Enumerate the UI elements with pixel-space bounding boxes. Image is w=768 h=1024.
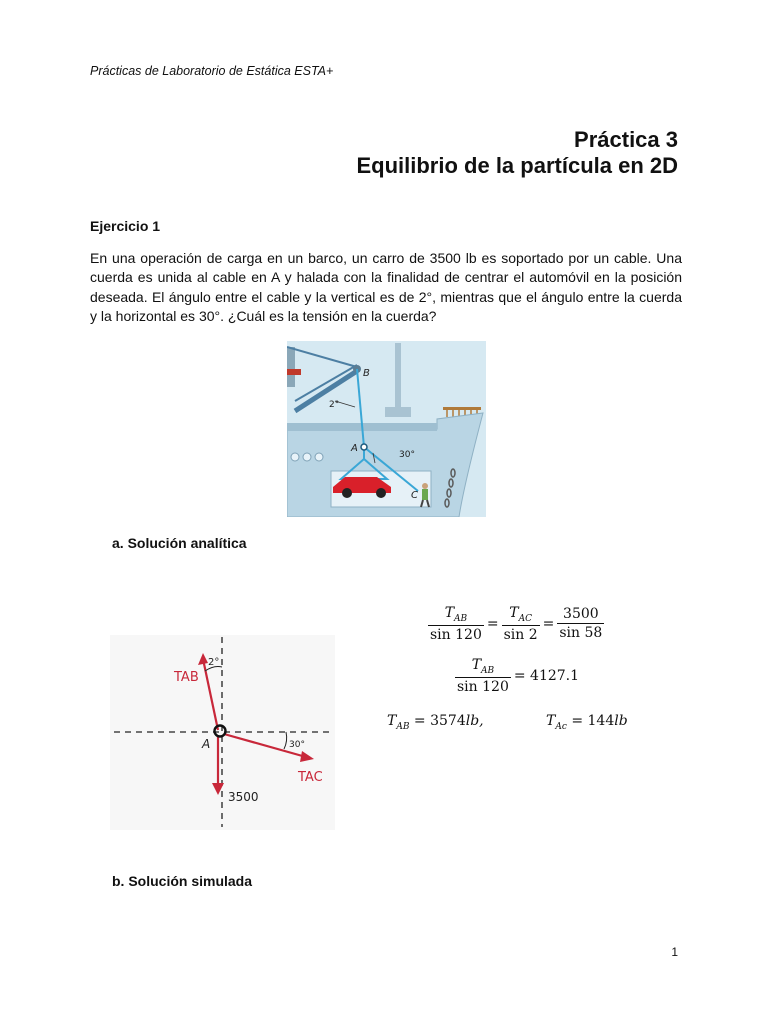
ship-angle-cable: 2°: [329, 400, 340, 410]
ship-angle-rope: 30°: [399, 450, 415, 460]
result-tac: [546, 713, 628, 732]
eq1-num1: T: [444, 605, 455, 621]
res1-unit: lb,: [465, 713, 484, 729]
ship-label-c: C: [411, 490, 418, 501]
res2-sub: Ac: [555, 721, 567, 732]
page-number: 1: [671, 945, 678, 959]
section-analytic-heading: a. Solución analítica: [112, 535, 247, 551]
section-simulated-heading: b. Solución simulada: [112, 873, 253, 889]
free-body-diagram: [110, 635, 335, 830]
eq1-sub2: AC: [518, 613, 532, 624]
problem-statement: En una operación de carga en un barco, un carro de 3500 lb es soportado por un cable. Una cuerda es unida al cable en A y halada con la finalidad de centrar el automóvil en la posición deseada. El ángulo entre el cable y la vertical es de 2°, mientras que el ángulo entre la cuerda y la horizontal es 30°. ¿Cuál es la tensión en la cuerda?: [90, 250, 682, 324]
ship-label-b: B: [363, 368, 370, 379]
page-header: Prácticas de Laboratorio de Estática ESTA+: [90, 64, 334, 78]
eq1-num2: T: [509, 605, 519, 621]
eq2-num: T: [471, 657, 482, 673]
fbd-label-tab: TAB: [174, 670, 199, 685]
res2-unit: lb: [614, 713, 628, 729]
fbd-angle-top: 2°: [208, 657, 220, 668]
eq1-sub1: AB: [454, 613, 468, 624]
ship-label-a: A: [351, 443, 358, 454]
res2-symbol: T: [546, 713, 556, 729]
eq2-den: sin 120: [457, 678, 509, 695]
practice-subtitle: Equilibrio de la partícula en 2D: [356, 153, 678, 178]
practice-title: Práctica 3: [574, 127, 678, 152]
result-tab: [387, 713, 484, 732]
eq1-den1: sin 120: [430, 626, 482, 643]
eq1-den3: sin 58: [559, 625, 603, 642]
fbd-label-a: A: [202, 737, 211, 751]
eq2-sub: AB: [481, 665, 495, 676]
eq1-num3: 3500: [557, 606, 604, 624]
law-of-sines-equation: $\frac{T_{AB}}{\sin 120}$ = $\frac{T_{AC}}{\sin 2}$ = $\frac{3500}{\sin 58}$: [430, 605, 603, 643]
res2-value: = 144: [571, 713, 615, 729]
fbd-weight-label: 3500: [228, 790, 259, 804]
fbd-angle-right: 30°: [289, 740, 305, 750]
ship-loading-figure: [287, 341, 486, 517]
eq1-den2: sin 2: [503, 626, 538, 643]
res1-sub: AB: [396, 721, 410, 732]
fbd-label-tac: TAC: [298, 770, 323, 785]
eq2-result: = 4127.1: [513, 667, 580, 684]
res1-value: = 3574: [413, 713, 466, 729]
ratio-equation: [455, 657, 582, 695]
exercise-heading: Ejercicio 1: [90, 218, 161, 234]
res1-symbol: T: [387, 713, 397, 729]
